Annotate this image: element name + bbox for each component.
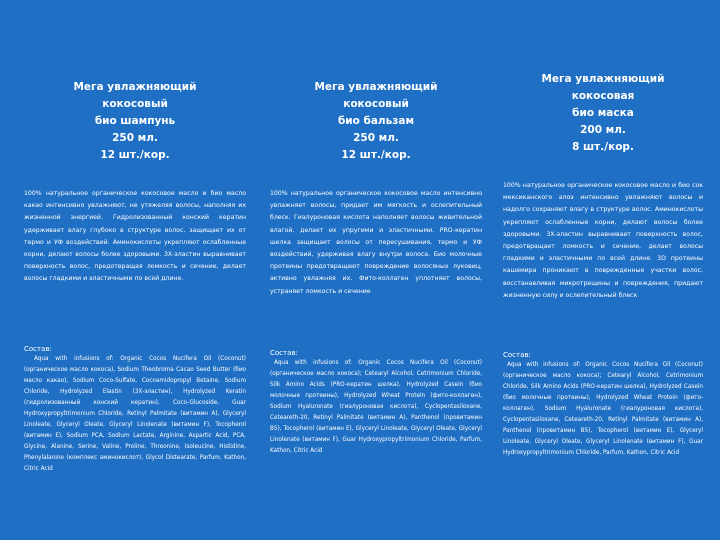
product-column-balm bbox=[270, 0, 482, 540]
title-line: Мега увлажняющий bbox=[541, 73, 665, 85]
product-description: 100% натуральное органическое кокосовое масло и био масло какао интенсивно увлажняют, не утяжеляя волосы, наполняя их жизненной энергией. Гидролизованный конский кератин удерживает влагу глубоко в структуре волос, защищает их от термо и УФ воздействий. Аминокислоты укрепляют ослабленные корни, делают волосы более здоровыми. 3Х-эластин выравнивает поверхность волос, предотвращая ломкость и сечение, делает волосы гладкими и эластичными по всей длине. bbox=[24, 190, 246, 283]
title-line: 250 мл. bbox=[112, 132, 158, 144]
composition-label: Состав: bbox=[503, 351, 531, 359]
product-title bbox=[270, 79, 482, 164]
title-line: био бальзам bbox=[337, 115, 415, 127]
composition-text: Aqua with infusions of: Organic Cocos Nucifera Oil (Coconut) (органическое масло кокоса); Cetearyl Alcohol, Cetrimonium Chloride, Silk Amino Acids (PRO-кератин шелка), Hydrolyzed Casein (био молочные протеины), Hydrolyzed Wheat Protein (фито-коллаген), Sodium Hyaluronate (гиалуроновая кислота), Cyclopentasiloxane, Ceteareth-20, Retinyl Palmitate (витамин А), Panthenol (провитамин В5), Tocopherol (витамин Е), Glyceryl Linoleate, Glyceryl Oleate, Glyceryl Linolenate (витамин F), Guar Hydroxypropyltrimonium Chloride, Parfum, Kathon, Citric Acid bbox=[503, 362, 703, 456]
title-line: био шампунь bbox=[94, 115, 176, 127]
composition-text: Aqua with infusions of: Organic Cocos Nucifera Oil (Coconut) (органическое масло кокоса), Sodium Theobroma Cacao Seed Butter (био масло какао), Sodium Coco-Sulfate, Cocoamidopropyl Betaine, Sodium Chloride, Hydrolyzed Elastin (3Х-эластин), Hydrolyzed Keratin (гидролизованный конский кератин), Coco-Glucoside, Guar Hydroxypropyltrimonium Chloride, Retinyl Palmitate (витамин А), Glyceryl Linoleate, Glyceryl Oleate, Glyceryl Linolenate (витамин F), Tocopherol (витамин Е), Sodium PCA, Sodium Lactate, Arginine, Aspartic Acid, PCA, Glycine, Alanine, Serine, Valine, Proline, Threonine, Isoleucine, Histidine, Phenylalanine (комплекс аминокислот), Glycol Distearate, Parfum, Kathon, Citric Acid bbox=[24, 356, 246, 472]
product-title bbox=[24, 79, 246, 164]
product-title bbox=[503, 71, 703, 156]
title-line: Мега увлажняющий bbox=[73, 81, 197, 93]
composition-text: Aqua with infusions of: Organic Cocos Nucifera Oil (Coconut) (органическое масло кокоса); Cetearyl Alcohol, Cetrimonium Chloride, Silk Amino Acids (PRO-кератин шелка), Hydrolyzed Casein (био молочные протеины), Hydrolyzed Wheat Protein (фито-коллаген), Sodium Hyaluronate (гиалуроновая кислота), Cyclopentasiloxane, Ceteareth-20, Retinyl Palmitate (витамин А), Panthenol (провитамин В5), Tocopherol (витамин Е), Glyceryl Linoleate, Glyceryl Oleate, Glyceryl Linolenate (витамин F), Guar Hydroxypropyltrimonium Chloride, Parfum, Kathon, Citric Acid bbox=[270, 360, 482, 454]
title-line: 200 мл. bbox=[580, 124, 626, 136]
title-line: 12 шт./кор. bbox=[100, 149, 170, 161]
title-line: кокосовый bbox=[102, 98, 168, 110]
title-line: био маска bbox=[572, 107, 634, 119]
product-description: 100% натуральное органическое кокосовое масло интенсивно увлажняет волосы, придает им мягкость и ослепительный блеск. Гиалуроновая кислота наполняет волосы живительной влагой, делает их упругими и эластичными. PRO-кератин шелка защищает волосы от пересушивания, термо и УФ воздействий, удерживая влагу внутри волоса. Био молочные протеины предотвращают повреждение волосяных луковиц, активно увлажняя их. Фито-коллаген уплотняет волосы, устраняет ломкость и сечение bbox=[270, 190, 482, 295]
product-column-mask bbox=[503, 0, 703, 540]
product-description: 100% натуральное органическое кокосовое масло и био сок мексиканского алоэ интенсивно увлажняют волосы и надолго сохраняют влагу в структуре волос. Аминокислоты укрепляют ослабленные корни, делают волосы более здоровыми. 3Х-эластин выравнивает поверхность волос, предотвращает ломкость и сечение, делает волосы гладкими и эластичными по всей длине. 3D протеины кашемира проникают в поврежденные участки волос, восстанавливая микротрещины и повреждения, придают жизненную силу и ослепительный блеск bbox=[503, 182, 703, 299]
title-line: кокосовый bbox=[343, 98, 409, 110]
title-line: 8 шт./кор. bbox=[572, 141, 634, 153]
title-line: 12 шт./кор. bbox=[341, 149, 411, 161]
composition-label: Состав: bbox=[270, 349, 298, 357]
composition-label: Состав: bbox=[24, 345, 52, 353]
title-line: кокосовая bbox=[571, 90, 635, 102]
title-line: Мега увлажняющий bbox=[314, 81, 438, 93]
product-column-shampoo bbox=[24, 0, 246, 540]
title-line: 250 мл. bbox=[353, 132, 399, 144]
